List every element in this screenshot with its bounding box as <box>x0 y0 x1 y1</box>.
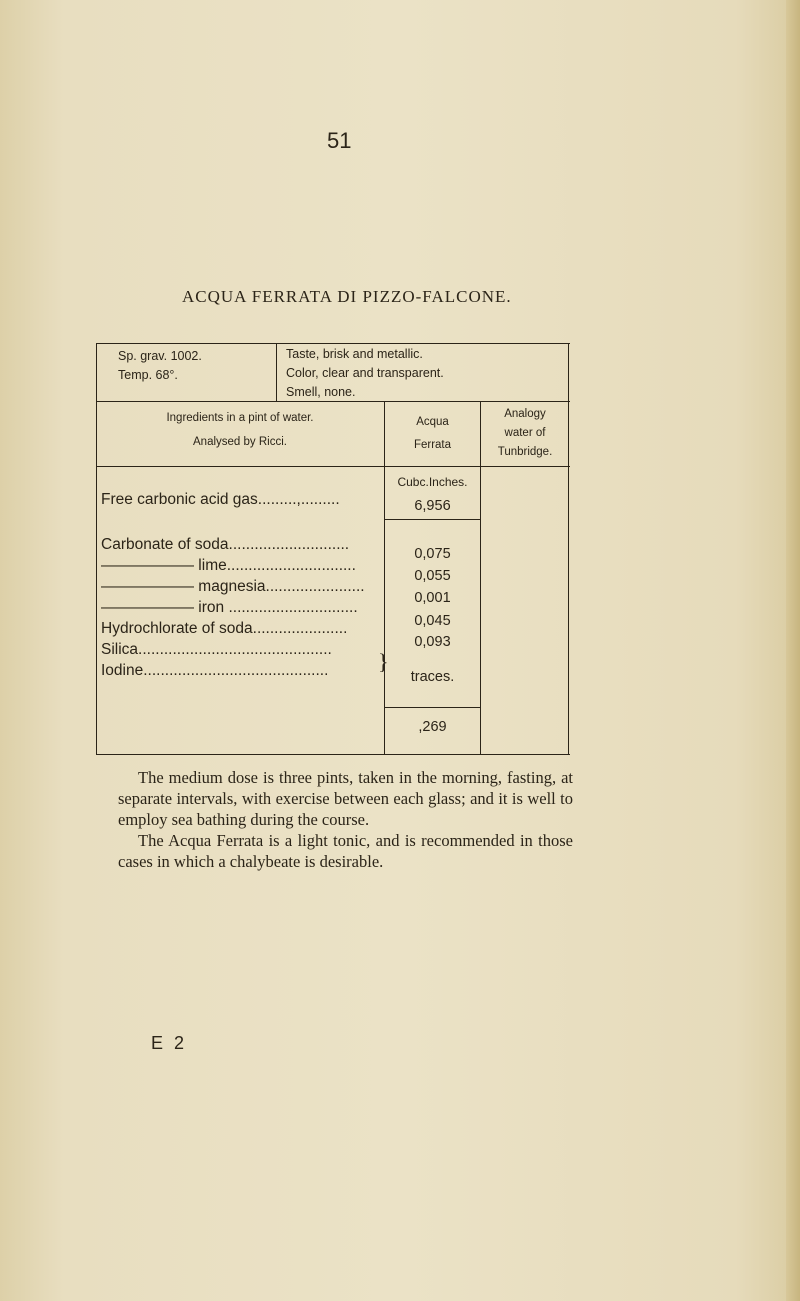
signature-mark: E 2 <box>151 1033 188 1053</box>
page-edge <box>786 0 800 1301</box>
body-text <box>118 767 573 872</box>
column-header-water-of: water of <box>504 427 546 439</box>
unit-label: Cubc.Inches. <box>397 475 468 489</box>
taste-text: Taste, brisk and metallic. <box>286 347 423 361</box>
acqua-value: 0,093 <box>414 634 451 650</box>
analysis-table <box>96 335 570 755</box>
acqua-value: 0,075 <box>414 546 451 562</box>
column-header-ingredients: Ingredients in a pint of water. <box>166 412 314 424</box>
total-value: ,269 <box>418 719 447 735</box>
ingredient-row: Silica............................................. <box>101 641 332 658</box>
column-header-ferrata: Ferrata <box>413 439 452 451</box>
column-header-analysed: Analysed by Ricci. <box>193 436 287 448</box>
ingredient-row: —————— iron .............................. <box>101 599 358 616</box>
brace-symbol: } <box>378 649 389 674</box>
ingredient-row: Hydrochlorate of soda...................... <box>101 620 348 637</box>
ingredient-row: Iodine........................................... <box>101 662 329 679</box>
acqua-value: 0,045 <box>414 613 451 629</box>
specific-gravity-text: Sp. grav. 1002. <box>118 349 202 363</box>
acqua-value: 6,956 <box>414 498 451 514</box>
page-number: 51 <box>327 128 352 153</box>
column-header-tunbridge: Tunbridge. <box>497 446 553 458</box>
paragraph: The Acqua Ferrata is a light tonic, and is recommended in those cases in which a chalybeate is desirable. <box>118 831 573 871</box>
ingredient-row: Carbonate of soda............................ <box>101 536 350 553</box>
acqua-value: 0,055 <box>414 568 451 584</box>
page-title: ACQUA FERRATA DI PIZZO-FALCONE. <box>182 287 512 306</box>
temperature-text: Temp. 68°. <box>118 368 178 382</box>
column-header-analogy: Analogy <box>504 408 546 420</box>
paragraph: The medium dose is three pints, taken in the morning, fasting, at separate intervals, with exercise between each glass; and it is well to employ sea bathing during the course. <box>118 768 573 829</box>
color-text: Color, clear and transparent. <box>286 366 444 380</box>
acqua-value: traces. <box>410 669 455 685</box>
ingredient-row: —————— lime.............................. <box>101 557 356 574</box>
ingredient-row: —————— magnesia....................... <box>101 578 365 595</box>
column-header-acqua: Acqua <box>416 416 449 428</box>
ingredient-row: Free carbonic acid gas.........,......... <box>101 491 340 508</box>
smell-text: Smell, none. <box>286 385 356 399</box>
acqua-value: 0,001 <box>414 590 451 606</box>
